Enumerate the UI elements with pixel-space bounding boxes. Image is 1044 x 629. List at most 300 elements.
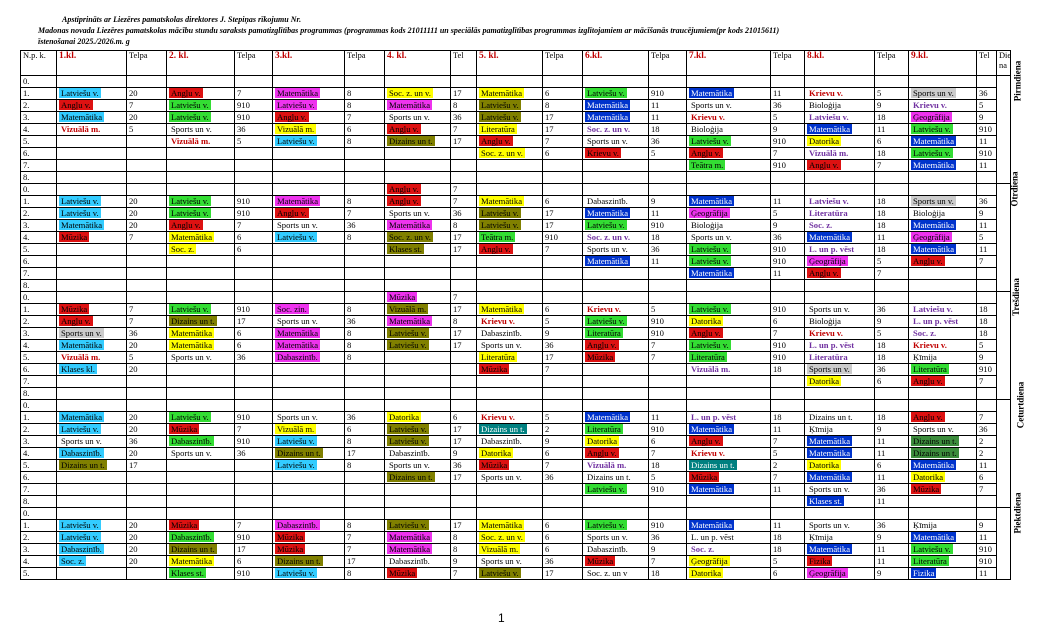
- subject-cell: [805, 208, 875, 220]
- lesson-number: 4.: [21, 448, 57, 460]
- subject-label: Latviešu v.: [277, 436, 315, 446]
- subject-cell: [477, 400, 543, 412]
- subject-cell: [273, 448, 345, 460]
- lesson-number: 6.: [21, 256, 57, 268]
- subject-cell: [273, 484, 345, 496]
- room-cell: 6: [543, 520, 583, 532]
- subject-cell: [385, 280, 451, 292]
- subject-cell: [57, 112, 127, 124]
- subject-label: Dabaszinīb.: [481, 328, 522, 338]
- subject-cell: [805, 544, 875, 556]
- room-cell: 910: [977, 364, 997, 376]
- subject-label: Matemātika: [277, 328, 319, 338]
- room-cell: 36: [235, 448, 273, 460]
- subject-cell: [167, 556, 235, 568]
- room-cell: 18: [875, 412, 909, 424]
- room-cell: [771, 172, 805, 184]
- timetable-row: [21, 568, 1011, 580]
- subject-label: Latviešu v.: [809, 196, 849, 206]
- subject-cell: [583, 376, 649, 388]
- timetable-body: [21, 60, 1026, 580]
- subject-label: Sports un v.: [587, 136, 628, 146]
- subject-cell: [477, 352, 543, 364]
- room-cell: 20: [127, 544, 167, 556]
- subject-cell: [385, 544, 451, 556]
- subject-label: Literatūra: [913, 556, 947, 566]
- subject-label: Latviešu v.: [481, 220, 519, 230]
- subject-cell: [583, 292, 649, 304]
- room-cell: [771, 508, 805, 520]
- room-cell: [235, 400, 273, 412]
- room-cell: 17: [451, 340, 477, 352]
- subject-label: Dizains un t.: [587, 472, 631, 482]
- subject-cell: [583, 364, 649, 376]
- subject-cell: [167, 136, 235, 148]
- subject-label: Latviešu v.: [277, 460, 315, 470]
- subject-cell: [385, 232, 451, 244]
- subject-cell: [385, 340, 451, 352]
- subject-label: Latviešu v.: [277, 136, 315, 146]
- subject-cell: [477, 88, 543, 100]
- subject-cell: [57, 136, 127, 148]
- subject-label: Krievu v.: [587, 148, 619, 158]
- room-cell: [127, 184, 167, 196]
- subject-cell: [385, 256, 451, 268]
- room-cell: 6: [543, 148, 583, 160]
- room-cell: 8: [543, 100, 583, 112]
- room-cell: [543, 184, 583, 196]
- subject-cell: [583, 280, 649, 292]
- room-cell: [649, 508, 687, 520]
- subject-label: Matemātika: [61, 112, 103, 122]
- subject-cell: [909, 508, 977, 520]
- subject-label: Latviešu v.: [61, 88, 99, 98]
- lesson-number: 0.: [21, 400, 57, 412]
- room-cell: 9: [451, 448, 477, 460]
- subject-cell: [385, 292, 451, 304]
- room-cell: [875, 76, 909, 88]
- subject-cell: [477, 460, 543, 472]
- subject-label: Latviešu v.: [389, 424, 427, 434]
- subject-label: Krievu v.: [809, 88, 843, 98]
- room-cell: 8: [345, 100, 385, 112]
- subject-cell: [805, 412, 875, 424]
- subject-cell: [273, 220, 345, 232]
- room-cell: [345, 400, 385, 412]
- subject-label: Datorika: [809, 376, 840, 386]
- subject-cell: [805, 448, 875, 460]
- subject-cell: [909, 88, 977, 100]
- room-cell: [543, 388, 583, 400]
- room-cell: 8: [345, 352, 385, 364]
- lesson-number: 4.: [21, 340, 57, 352]
- room-cell: 7: [451, 184, 477, 196]
- room-cell: [127, 292, 167, 304]
- room-cell: 9: [875, 568, 909, 580]
- timetable-row: [21, 388, 1011, 400]
- subject-cell: [477, 76, 543, 88]
- room-cell: 5: [127, 352, 167, 364]
- subject-label: Sports un v.: [389, 112, 430, 122]
- subject-cell: [805, 184, 875, 196]
- lesson-number: 2.: [21, 424, 57, 436]
- room-cell: 36: [875, 364, 909, 376]
- room-cell: 9: [977, 112, 997, 124]
- subject-label: Dabaszinīb.: [277, 352, 318, 362]
- timetable-row: [21, 268, 1011, 280]
- subject-cell: [57, 292, 127, 304]
- subject-label: Sports un v.: [587, 244, 628, 254]
- subject-cell: [477, 556, 543, 568]
- subject-cell: [385, 532, 451, 544]
- subject-label: Dizains un t.: [913, 448, 957, 458]
- subject-label: Angļu v.: [913, 376, 943, 386]
- lesson-number: 1.: [21, 304, 57, 316]
- subject-cell: [583, 136, 649, 148]
- subject-label: Angļu v.: [389, 196, 419, 206]
- room-cell: [345, 364, 385, 376]
- room-cell: 17: [543, 568, 583, 580]
- subject-cell: [477, 112, 543, 124]
- room-cell: [649, 292, 687, 304]
- subject-cell: [273, 364, 345, 376]
- subject-label: Matemātika: [913, 136, 955, 146]
- room-cell: [235, 280, 273, 292]
- subject-cell: [687, 484, 771, 496]
- subject-cell: [805, 304, 875, 316]
- room-cell: 11: [875, 472, 909, 484]
- room-cell: [235, 160, 273, 172]
- timetable-row: [21, 244, 1011, 256]
- subject-label: Latviešu v.: [171, 208, 209, 218]
- subject-label: Latviešu v.: [587, 88, 625, 98]
- subject-cell: [273, 304, 345, 316]
- day-name: Piektdiena: [1012, 492, 1023, 534]
- subject-label: Mūzika: [171, 520, 198, 530]
- subject-cell: [273, 208, 345, 220]
- subject-label: Latviešu v.: [171, 412, 209, 422]
- timetable-row: [21, 304, 1011, 316]
- lesson-number: 1.: [21, 412, 57, 424]
- room-cell: 7: [127, 316, 167, 328]
- room-cell: 7: [977, 256, 997, 268]
- room-cell: 18: [875, 112, 909, 124]
- lesson-number: 8.: [21, 280, 57, 292]
- subject-cell: [909, 460, 977, 472]
- room-cell: 5: [771, 208, 805, 220]
- subject-label: Latviešu v.: [389, 328, 427, 338]
- room-cell: 8: [345, 136, 385, 148]
- subject-cell: [57, 244, 127, 256]
- subject-label: Dabaszinīb.: [171, 532, 212, 542]
- subject-label: Angļu v.: [913, 256, 943, 266]
- subject-cell: [273, 184, 345, 196]
- subject-cell: [273, 460, 345, 472]
- room-cell: 5: [875, 88, 909, 100]
- subject-cell: [909, 172, 977, 184]
- subject-cell: [273, 136, 345, 148]
- subject-cell: [805, 280, 875, 292]
- subject-label: Latviešu v.: [171, 100, 209, 110]
- room-cell: 11: [875, 544, 909, 556]
- room-cell: 5: [543, 412, 583, 424]
- lesson-number: 3.: [21, 328, 57, 340]
- room-cell: 18: [875, 244, 909, 256]
- room-cell: 18: [875, 352, 909, 364]
- room-cell: [345, 292, 385, 304]
- room-cell: 7: [543, 364, 583, 376]
- room-cell: 6: [649, 436, 687, 448]
- room-cell: 20: [127, 340, 167, 352]
- subject-label: Matemātika: [691, 424, 733, 434]
- room-cell: [977, 280, 997, 292]
- subject-label: Datorika: [389, 412, 420, 422]
- subject-label: Matemātika: [61, 340, 103, 350]
- room-cell: [875, 184, 909, 196]
- room-cell: 7: [875, 160, 909, 172]
- subject-cell: [687, 280, 771, 292]
- subject-label: Matemātika: [277, 196, 319, 206]
- col-header: 9.kl.: [909, 51, 977, 76]
- room-cell: [235, 148, 273, 160]
- room-cell: 9: [977, 352, 997, 364]
- subject-label: Ģeogrāfija: [691, 208, 728, 218]
- room-cell: 7: [543, 460, 583, 472]
- room-cell: 9: [977, 208, 997, 220]
- subject-label: Datorika: [913, 472, 944, 482]
- subject-cell: [477, 316, 543, 328]
- subject-cell: [385, 352, 451, 364]
- lesson-number: 3.: [21, 436, 57, 448]
- subject-cell: [273, 160, 345, 172]
- subject-cell: [57, 436, 127, 448]
- approval-line: Apstiprināts ar Liezēres pamatskolas direktores J. Stepiņas rīkojumu Nr.: [62, 15, 302, 24]
- room-cell: [649, 388, 687, 400]
- subject-cell: [57, 520, 127, 532]
- subject-label: Krievu v.: [691, 448, 725, 458]
- subject-label: Ķīmija: [809, 424, 833, 434]
- subject-cell: [57, 328, 127, 340]
- subject-cell: [167, 124, 235, 136]
- room-cell: 17: [451, 232, 477, 244]
- room-cell: [235, 508, 273, 520]
- room-cell: [543, 496, 583, 508]
- subject-label: Mūzika: [587, 556, 614, 566]
- room-cell: 910: [649, 88, 687, 100]
- subject-cell: [385, 388, 451, 400]
- subject-cell: [385, 436, 451, 448]
- room-cell: 6: [771, 568, 805, 580]
- subject-label: Ģeogrāfija: [913, 232, 950, 242]
- room-cell: 7: [345, 208, 385, 220]
- subject-cell: [385, 76, 451, 88]
- subject-label: Literatūra: [809, 352, 848, 362]
- subject-label: Angļu v.: [389, 124, 419, 134]
- subject-label: Sports un v.: [277, 412, 318, 422]
- room-cell: 910: [977, 544, 997, 556]
- room-cell: 11: [771, 196, 805, 208]
- room-cell: 6: [345, 124, 385, 136]
- subject-cell: [687, 88, 771, 100]
- room-cell: 18: [771, 544, 805, 556]
- lesson-number: 3.: [21, 544, 57, 556]
- subject-cell: [687, 184, 771, 196]
- subject-label: Sports un v.: [691, 232, 732, 242]
- subject-cell: [687, 220, 771, 232]
- room-cell: 6: [235, 556, 273, 568]
- subject-cell: [583, 484, 649, 496]
- room-cell: 17: [451, 328, 477, 340]
- subject-cell: [167, 400, 235, 412]
- room-cell: 17: [543, 220, 583, 232]
- subject-cell: [167, 160, 235, 172]
- room-cell: 11: [977, 568, 997, 580]
- subject-label: L. un p. vēst: [809, 340, 855, 350]
- subject-cell: [909, 196, 977, 208]
- subject-label: Angļu v.: [171, 220, 201, 230]
- room-cell: 8: [451, 220, 477, 232]
- room-cell: 17: [235, 316, 273, 328]
- subject-label: Fizika: [809, 556, 831, 566]
- subject-cell: [273, 496, 345, 508]
- subject-label: Vizuālā m.: [389, 304, 427, 314]
- subject-label: Vizuālā m.: [587, 460, 627, 470]
- subject-cell: [273, 388, 345, 400]
- room-cell: 36: [875, 484, 909, 496]
- room-cell: 20: [127, 532, 167, 544]
- subject-cell: [477, 340, 543, 352]
- subject-label: Dizains un t.: [277, 556, 321, 566]
- subject-cell: [385, 220, 451, 232]
- subject-label: Dabaszinīb.: [587, 544, 628, 554]
- subject-cell: [167, 412, 235, 424]
- subject-label: Dizains un t.: [913, 436, 957, 446]
- room-cell: 9: [543, 436, 583, 448]
- subject-cell: [385, 148, 451, 160]
- subject-cell: [167, 256, 235, 268]
- room-cell: [235, 256, 273, 268]
- room-cell: [345, 268, 385, 280]
- page-number: 1: [498, 611, 505, 625]
- subject-label: Matemātika: [171, 340, 213, 350]
- subject-label: Matemātika: [389, 220, 431, 230]
- subject-label: Latviešu v.: [913, 124, 951, 134]
- subject-cell: [909, 208, 977, 220]
- timetable-row: [21, 448, 1011, 460]
- subject-label: Krievu v.: [913, 340, 947, 350]
- room-cell: 11: [977, 136, 997, 148]
- col-header: 5. kl.: [477, 51, 543, 76]
- subject-label: Bioloģija: [691, 220, 723, 230]
- lesson-number: 0.: [21, 292, 57, 304]
- subject-cell: [805, 136, 875, 148]
- room-cell: 11: [649, 100, 687, 112]
- subject-label: Literatūra: [691, 352, 725, 362]
- subject-cell: [57, 556, 127, 568]
- room-cell: [543, 292, 583, 304]
- room-cell: 5: [875, 328, 909, 340]
- lesson-number: 2.: [21, 100, 57, 112]
- subject-cell: [477, 508, 543, 520]
- room-cell: 17: [543, 112, 583, 124]
- room-cell: [771, 496, 805, 508]
- subject-cell: [687, 340, 771, 352]
- room-cell: [235, 364, 273, 376]
- subject-cell: [167, 88, 235, 100]
- room-cell: [127, 280, 167, 292]
- subject-label: Sports un v.: [61, 436, 102, 446]
- subject-cell: [583, 496, 649, 508]
- subject-cell: [57, 424, 127, 436]
- subject-cell: [687, 268, 771, 280]
- subject-label: Sports un v.: [277, 220, 318, 230]
- room-cell: [345, 148, 385, 160]
- subject-cell: [477, 196, 543, 208]
- subject-label: Angļu v.: [587, 448, 617, 458]
- room-cell: 17: [127, 460, 167, 472]
- subject-cell: [909, 340, 977, 352]
- subject-label: Datorika: [691, 316, 722, 326]
- room-cell: 910: [649, 328, 687, 340]
- subject-label: Dizains un t.: [481, 424, 525, 434]
- subject-label: Dabaszinīb.: [277, 520, 318, 530]
- subject-cell: [583, 172, 649, 184]
- col-header: 2. kl.: [167, 51, 235, 76]
- room-cell: 6: [875, 136, 909, 148]
- room-cell: [875, 292, 909, 304]
- subject-label: Ķīmija: [913, 352, 937, 362]
- lesson-number: 4.: [21, 556, 57, 568]
- lesson-number: 4.: [21, 124, 57, 136]
- subject-cell: [167, 100, 235, 112]
- subject-cell: [273, 268, 345, 280]
- subject-cell: [477, 268, 543, 280]
- subject-cell: [273, 400, 345, 412]
- subject-label: Angļu v.: [691, 328, 721, 338]
- subject-cell: [687, 388, 771, 400]
- room-cell: 36: [451, 112, 477, 124]
- subject-cell: [477, 136, 543, 148]
- subject-label: Sports un v.: [913, 424, 954, 434]
- room-cell: [771, 376, 805, 388]
- subject-cell: [687, 136, 771, 148]
- room-cell: [543, 400, 583, 412]
- room-cell: 11: [875, 556, 909, 568]
- day-name: Pirmdiena: [1012, 60, 1023, 102]
- timetable-row: [21, 376, 1011, 388]
- room-cell: 20: [127, 448, 167, 460]
- subject-label: Soc. z. un v.: [587, 232, 630, 242]
- subject-cell: [687, 424, 771, 436]
- subject-label: Matemātika: [587, 208, 629, 218]
- col-header: 7.kl.: [687, 51, 771, 76]
- subject-cell: [385, 328, 451, 340]
- subject-label: Latviešu v.: [913, 544, 951, 554]
- room-cell: [543, 256, 583, 268]
- room-cell: 11: [771, 88, 805, 100]
- subject-label: Dizains un t.: [389, 136, 433, 146]
- room-cell: 17: [451, 436, 477, 448]
- subject-cell: [909, 436, 977, 448]
- subject-cell: [687, 172, 771, 184]
- room-cell: [977, 508, 997, 520]
- room-cell: 36: [345, 412, 385, 424]
- subject-cell: [167, 424, 235, 436]
- subject-label: Sports un v.: [809, 520, 850, 530]
- timetable-row: [21, 556, 1011, 568]
- subject-label: Matemātika: [481, 520, 523, 530]
- subject-cell: [583, 316, 649, 328]
